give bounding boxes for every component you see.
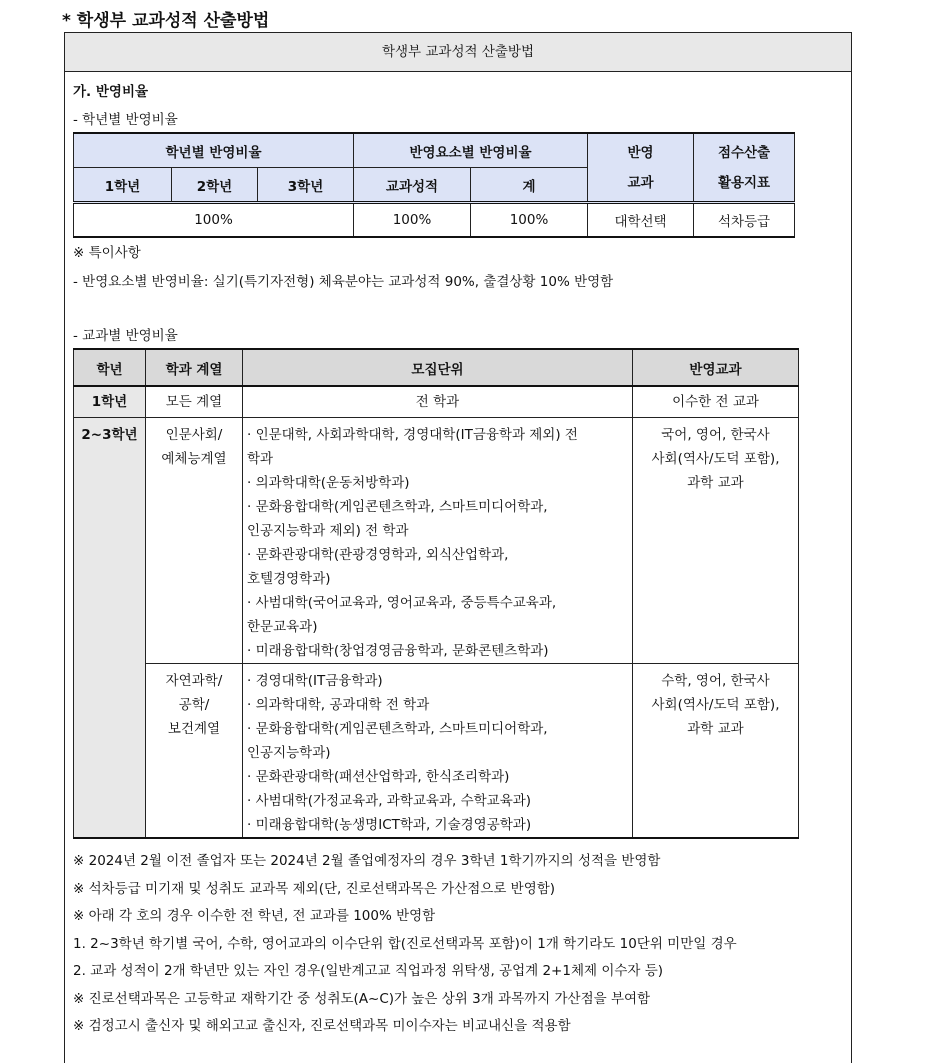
grade-cell: 2~3학년: [74, 418, 146, 839]
subject-line: 수학, 영어, 한국사: [661, 673, 770, 689]
grade-cell: 1학년: [74, 386, 146, 418]
special-notes-heading: ※ 특이사항: [73, 245, 141, 261]
header-grade1: 1학년: [74, 168, 172, 203]
header-total: 계: [471, 168, 588, 203]
value-total: 100%: [471, 203, 588, 238]
field-cell: [146, 418, 243, 664]
header-grade2: 2학년: [172, 168, 258, 203]
value-subject: 대학선택: [588, 203, 694, 238]
note-line: ※ 진로선택과목은 고등학교 재학기간 중 성취도(A~C)가 높은 상위 3개 과목까지 가산점을 부여함: [73, 990, 651, 1007]
subject-line: 사회(역사/도덕 포함),: [651, 697, 780, 713]
subheading-grade-ratio: - 학년별 반영비율: [73, 112, 178, 128]
box-header: 학생부 교과성적 산출방법: [65, 33, 851, 72]
subheading-subject-ratio: - 교과별 반영비율: [73, 328, 178, 344]
value-grade-ratio: 100%: [74, 203, 354, 238]
units-cell: [243, 664, 633, 839]
unit-line: 호텔경영학과): [247, 571, 331, 587]
unit-line: 학과: [247, 451, 274, 467]
unit-line: · 문화관광대학(관광경영학과, 외식산업학과,: [247, 547, 509, 563]
note-line: ※ 2024년 2월 이전 졸업자 또는 2024년 2월 졸업예정자의 경우 3학년 1학기까지의 성적을 반영함: [73, 853, 661, 869]
header-index-line1: 점수산출: [717, 144, 771, 161]
unit-line: · 문화융합대학(게임콘텐츠학과, 스마트미디어학과,: [247, 499, 548, 515]
header-grade-ratio: 학년별 반영비율: [74, 133, 354, 168]
unit-line: · 의과학대학(운동처방학과): [247, 475, 410, 491]
unit-line: · 미래융합대학(농생명ICT학과, 기술경영공학과): [247, 817, 532, 833]
subjects-cell: [633, 664, 799, 839]
field-cell: 모든 계열: [146, 386, 243, 418]
unit-line: · 인문대학, 사회과학대학, 경영대학(IT금융학과 제외) 전: [247, 427, 578, 443]
subject-line: 사회(역사/도덕 포함),: [651, 451, 780, 467]
note-line: ※ 검정고시 출신자 및 해외고교 출신자, 진로선택과목 미이수자는 비교내신을 적용함: [73, 1018, 571, 1034]
unit-line: · 사범대학(국어교육과, 영어교육과, 중등특수교육과,: [247, 595, 557, 611]
notes-list: [73, 850, 737, 1043]
unit-line: 인공지능학과 제외) 전 학과: [247, 523, 409, 539]
header-grade: 학년: [74, 349, 146, 386]
note-line: 1. 2~3학년 학기별 국어, 수학, 영어교과의 이수단위 합(진로선택과목 포함)이 1개 학기라도 10단위 미만일 경우: [73, 935, 737, 952]
unit-line: · 의과학대학, 공과대학 전 학과: [247, 697, 430, 713]
section-heading: 가. 반영비율: [73, 84, 149, 100]
subjects-cell: [633, 418, 799, 664]
header-index: [694, 133, 795, 203]
subject-line: 과학 교과: [687, 475, 744, 491]
header-subjects: 반영교과: [633, 349, 799, 386]
field-line: 자연과학/: [165, 673, 223, 689]
subject-ratio-table: [73, 348, 799, 839]
value-school-grades: 100%: [354, 203, 471, 238]
header-field: 학과 계열: [146, 349, 243, 386]
field-line: 공학/: [178, 697, 210, 713]
header-grade3: 3학년: [258, 168, 354, 203]
subject-line: 과학 교과: [687, 721, 744, 737]
grade-ratio-table: [73, 132, 795, 238]
header-school-grades: 교과성적: [354, 168, 471, 203]
field-line: 인문사회/: [165, 427, 223, 443]
units-cell: 전 학과: [243, 386, 633, 418]
header-element-ratio: 반영요소별 반영비율: [354, 133, 588, 168]
unit-line: · 문화관광대학(패션산업학과, 한식조리학과): [247, 769, 510, 785]
note-line: 2. 교과 성적이 2개 학년만 있는 자인 경우(일반계고교 직업과정 위탁생, 공업계 2+1체제 이수자 등): [73, 963, 664, 979]
header-index-line2: 활용지표: [717, 174, 771, 191]
page-title: * 학생부 교과성적 산출방법: [62, 11, 270, 31]
unit-line: 인공지능학과): [247, 745, 331, 761]
value-index: 석차등급: [694, 203, 795, 238]
header-subject-line2: 교과: [627, 174, 654, 191]
unit-line: · 경영대학(IT금융학과): [247, 673, 383, 689]
special-note: - 반영요소별 반영비율: 실기(특기자전형) 체육분야는 교과성적 90%, 출결상황 10% 반영함: [73, 274, 614, 290]
note-line: ※ 석차등급 미기재 및 성취도 교과목 제외(단, 진로선택과목은 가산점으로 반영함): [73, 880, 556, 897]
unit-line: · 문화융합대학(게임콘텐츠학과, 스마트미디어학과,: [247, 721, 548, 737]
note-line: ※ 아래 각 호의 경우 이수한 전 학년, 전 교과를 100% 반영함: [73, 908, 436, 924]
unit-line: · 사범대학(가정교육과, 과학교육과, 수학교육과): [247, 793, 532, 809]
field-line: 예체능계열: [161, 451, 227, 467]
header-subject-line1: 반영: [627, 144, 654, 161]
header-units: 모집단위: [243, 349, 633, 386]
subjects-cell: 이수한 전 교과: [633, 386, 799, 418]
header-subject: [588, 133, 694, 203]
units-cell: [243, 418, 633, 664]
unit-line: 한문교육과): [247, 619, 318, 635]
subject-line: 국어, 영어, 한국사: [661, 427, 770, 443]
unit-line: · 미래융합대학(창업경영금융학과, 문화콘텐츠학과): [247, 643, 549, 659]
field-line: 보건계열: [167, 721, 221, 737]
field-cell: [146, 664, 243, 839]
